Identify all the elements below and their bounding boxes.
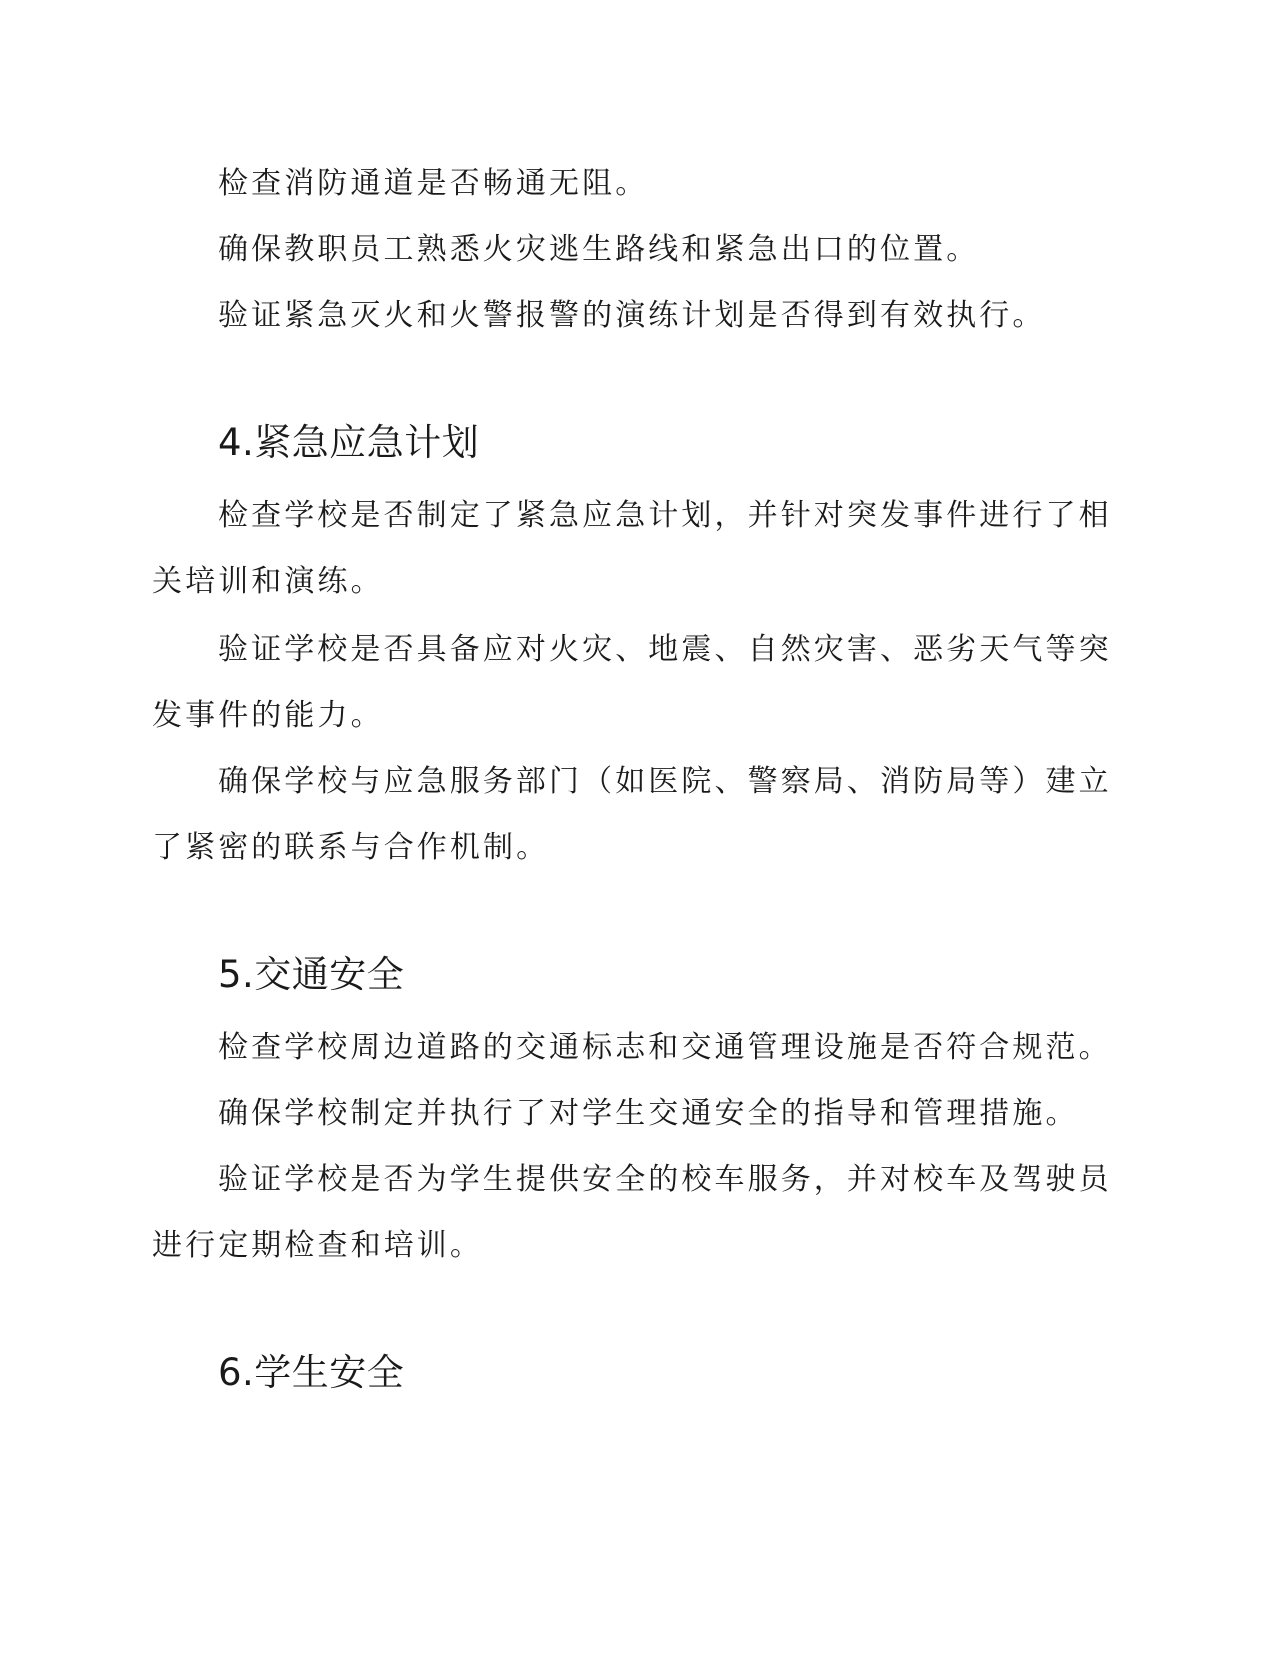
paragraph-line: 发事件的能力。 [152,698,384,733]
paragraph-line: 关培训和演练。 [152,564,384,599]
paragraph-line: 检查消防通道是否畅通无阻。 [218,166,649,201]
paragraph-line: 确保教职员工熟悉火灾逃生路线和紧急出口的位置。 [218,232,980,267]
paragraph-line: 验证紧急灭火和火警报警的演练计划是否得到有效执行。 [218,298,1046,333]
paragraph-line: 验证学校是否为学生提供安全的校车服务，并对校车及驾驶员 [218,1162,1112,1197]
paragraph-line: 检查学校是否制定了紧急应急计划，并针对突发事件进行了相 [218,498,1112,533]
paragraph-line: 进行定期检查和培训。 [152,1228,483,1263]
section-heading: 5.交通安全 [218,953,405,996]
paragraph-line: 了紧密的联系与合作机制。 [152,830,550,865]
section-heading: 4.紧急应急计划 [218,421,480,464]
paragraph-line: 检查学校周边道路的交通标志和交通管理设施是否符合规范。 [218,1030,1112,1065]
section-heading: 6.学生安全 [218,1351,405,1394]
paragraph-line: 确保学校制定并执行了对学生交通安全的指导和管理措施。 [218,1096,1079,1131]
paragraph-line: 验证学校是否具备应对火灾、地震、自然灾害、恶劣天气等突 [218,632,1112,667]
paragraph-line: 确保学校与应急服务部门（如医院、警察局、消防局等）建立 [218,764,1112,799]
